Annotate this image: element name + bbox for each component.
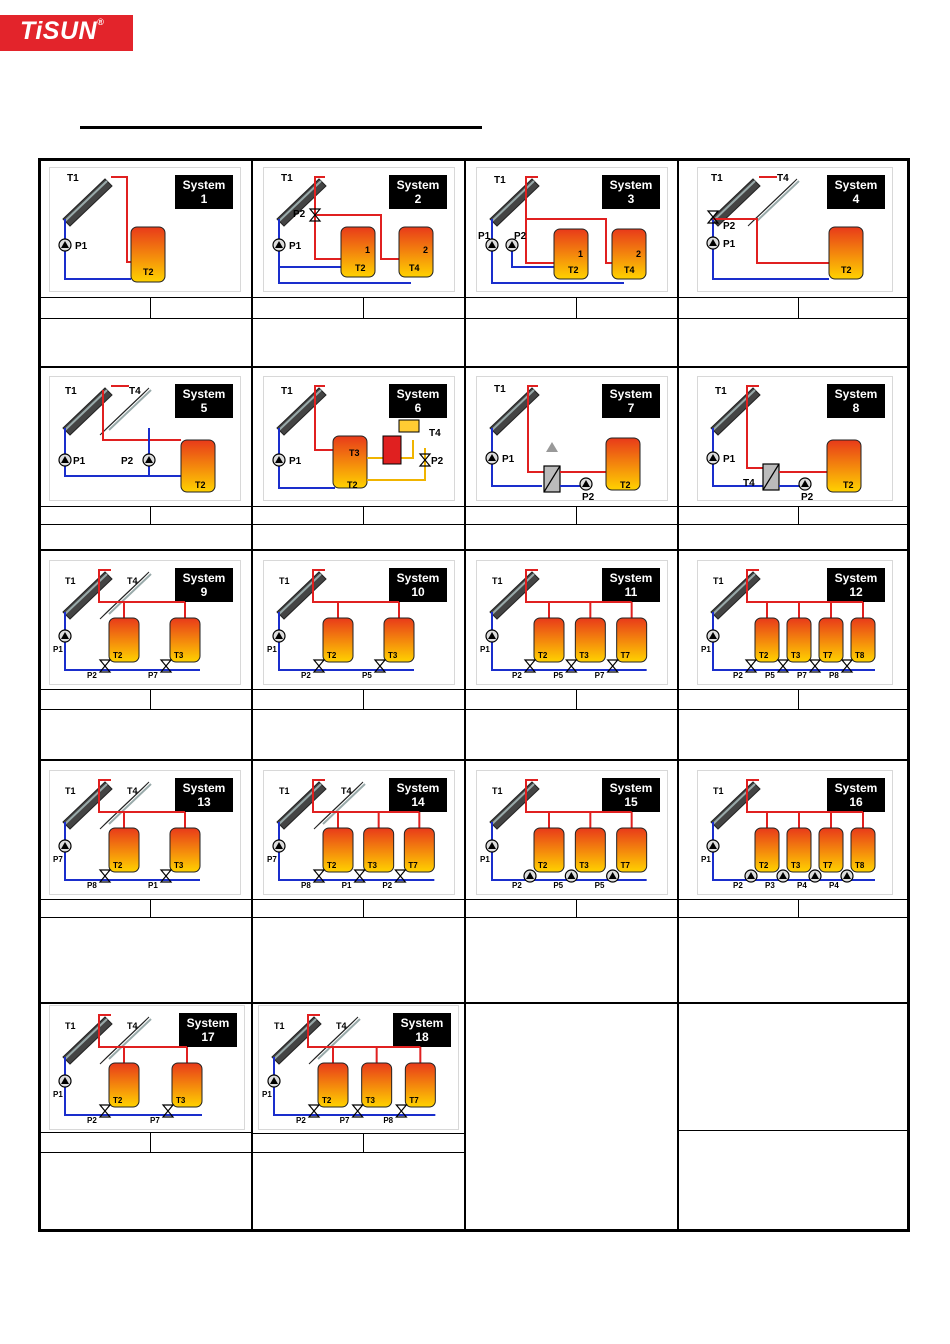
badge-number: 9 bbox=[200, 585, 208, 599]
strip-line bbox=[678, 1130, 910, 1131]
diagram-label: P1 bbox=[267, 645, 277, 654]
system-badge bbox=[827, 778, 885, 812]
strip-tick bbox=[150, 689, 151, 709]
strip-line bbox=[38, 297, 910, 298]
system-diagram-14 bbox=[263, 770, 455, 895]
diagram-label: P5 bbox=[553, 671, 564, 680]
diagram-label: T2 bbox=[322, 1096, 332, 1105]
diagram-label: T1 bbox=[281, 386, 293, 397]
system-badge bbox=[602, 568, 660, 602]
diagram-label: T2 bbox=[327, 651, 337, 660]
diagram-label: T7 bbox=[823, 651, 833, 660]
strip-tick bbox=[363, 1133, 364, 1152]
system-diagram-18 bbox=[258, 1005, 459, 1130]
badge-number: 14 bbox=[411, 795, 425, 809]
column-divider bbox=[677, 158, 679, 1232]
pipe bbox=[492, 428, 542, 486]
diagram-label: T2 bbox=[327, 861, 337, 870]
strip-tick bbox=[150, 506, 151, 524]
diagram-label: T2 bbox=[113, 651, 123, 660]
system-diagram-3 bbox=[476, 167, 668, 292]
diagram-label: T2 bbox=[113, 861, 123, 870]
badge-number: 18 bbox=[415, 1030, 429, 1044]
diagram-label: P2 bbox=[733, 671, 743, 680]
diagram-label: P2 bbox=[723, 221, 736, 232]
badge-title: System bbox=[609, 387, 653, 401]
diagram-label: P4 bbox=[829, 881, 839, 890]
strip-tick bbox=[798, 297, 799, 318]
diagram-label: T2 bbox=[759, 861, 769, 870]
pipe bbox=[313, 570, 399, 602]
diagram-label: P8 bbox=[87, 881, 97, 890]
badge-title: System bbox=[396, 781, 440, 795]
diagram-label: P1 bbox=[502, 454, 515, 465]
system-badge bbox=[389, 175, 447, 209]
diagram-label: T3 bbox=[791, 861, 801, 870]
diagram-label: T1 bbox=[713, 576, 724, 586]
pipe bbox=[713, 428, 767, 486]
badge-title: System bbox=[182, 387, 226, 401]
diagram-label: P7 bbox=[267, 855, 277, 864]
diagram-label: T2 bbox=[143, 267, 154, 277]
diagram-label: P1 bbox=[289, 241, 302, 252]
system-badge bbox=[389, 384, 447, 418]
system-badge bbox=[827, 175, 885, 209]
diagram-label: P1 bbox=[480, 855, 490, 864]
diagram-label: T2 bbox=[355, 263, 366, 273]
tisun-logo bbox=[0, 15, 133, 51]
badge-number: 11 bbox=[624, 585, 638, 599]
diagram-label: P7 bbox=[53, 855, 63, 864]
system-diagram-2 bbox=[263, 167, 455, 292]
diagram-label: P1 bbox=[723, 454, 736, 465]
diagram-label: T1 bbox=[65, 576, 76, 586]
strip-line bbox=[252, 1133, 465, 1134]
diagram-label: P7 bbox=[150, 1116, 160, 1125]
diagram-label: P1 bbox=[289, 456, 302, 467]
pipe bbox=[99, 780, 185, 812]
strip-line bbox=[38, 899, 910, 900]
diagram-label: T3 bbox=[579, 651, 589, 660]
row-divider bbox=[38, 366, 910, 368]
diagram-label: P1 bbox=[480, 645, 490, 654]
diagram-label: T2 bbox=[568, 265, 579, 275]
strip-tick bbox=[798, 689, 799, 709]
diagram-label: P5 bbox=[765, 671, 775, 680]
diagram-label: T7 bbox=[620, 651, 631, 660]
auxiliary-heater bbox=[383, 436, 401, 464]
pipe bbox=[99, 570, 185, 602]
badge-number: 10 bbox=[411, 585, 425, 599]
diagram-label: T3 bbox=[791, 651, 801, 660]
strip-line bbox=[38, 709, 910, 710]
strip-line bbox=[38, 506, 910, 507]
row-divider bbox=[38, 549, 910, 551]
logo-text: TiSUN® bbox=[20, 17, 105, 45]
strip-tick bbox=[150, 297, 151, 318]
system-diagram-5 bbox=[49, 376, 241, 501]
diagram-label: T4 bbox=[409, 263, 420, 273]
system-diagram-6 bbox=[263, 376, 455, 501]
diagram-label: T7 bbox=[823, 861, 833, 870]
diagram-label: T3 bbox=[174, 651, 184, 660]
system-diagram-7 bbox=[476, 376, 668, 501]
system-badge bbox=[175, 175, 233, 209]
row-divider bbox=[38, 759, 910, 761]
diagram-label: P1 bbox=[701, 855, 711, 864]
diagram-label: T1 bbox=[279, 786, 290, 796]
diagram-label: T3 bbox=[367, 861, 378, 870]
diagram-label: T1 bbox=[65, 1021, 76, 1031]
badge-title: System bbox=[182, 178, 226, 192]
badge-title: System bbox=[186, 1016, 230, 1030]
diagram-label: P2 bbox=[512, 881, 522, 890]
strip-tick bbox=[363, 689, 364, 709]
system-badge bbox=[602, 384, 660, 418]
strip-tick bbox=[576, 899, 577, 917]
title-underline bbox=[80, 126, 482, 129]
strip-tick bbox=[798, 506, 799, 524]
row-divider bbox=[38, 1002, 910, 1004]
system-diagram-8 bbox=[697, 376, 893, 501]
diagram-label: P1 bbox=[53, 1090, 63, 1099]
diagram-label: T2 bbox=[620, 480, 631, 490]
diagram-label: T2 bbox=[759, 651, 769, 660]
diagram-label: T4 bbox=[127, 786, 138, 796]
diagram-label: P5 bbox=[594, 881, 605, 890]
strip-tick bbox=[576, 689, 577, 709]
diagram-label: T4 bbox=[127, 1021, 138, 1031]
diagram-label: P8 bbox=[829, 671, 839, 680]
badge-number: 4 bbox=[852, 192, 860, 206]
badge-title: System bbox=[834, 571, 878, 585]
diagram-label: P7 bbox=[797, 671, 807, 680]
diagram-label: T2 bbox=[538, 861, 548, 870]
diagram-label: T2 bbox=[538, 651, 548, 660]
badge-number: 17 bbox=[201, 1030, 215, 1044]
diagram-label: P2 bbox=[121, 456, 134, 467]
diagram-label: P1 bbox=[723, 239, 736, 250]
diagram-label: T1 bbox=[65, 786, 76, 796]
diagram-label: T8 bbox=[855, 861, 865, 870]
diagram-label: T8 bbox=[855, 651, 865, 660]
diagram-label: T3 bbox=[349, 448, 360, 458]
diagram-label: P4 bbox=[797, 881, 807, 890]
diagram-label: T7 bbox=[408, 861, 418, 870]
system-diagram-11 bbox=[476, 560, 668, 685]
badge-title: System bbox=[834, 781, 878, 795]
diagram-label: P1 bbox=[53, 645, 63, 654]
system-badge bbox=[602, 778, 660, 812]
system-diagram-9 bbox=[49, 560, 241, 685]
diagram-label: T1 bbox=[67, 173, 79, 184]
system-diagram-1 bbox=[49, 167, 241, 292]
system-badge bbox=[179, 1013, 237, 1047]
diagram-label: T3 bbox=[388, 651, 398, 660]
diagram-label: 2 bbox=[423, 245, 429, 255]
system-badge bbox=[175, 778, 233, 812]
badge-title: System bbox=[609, 178, 653, 192]
column-divider bbox=[251, 158, 253, 1232]
diagram-label: P8 bbox=[383, 1116, 394, 1125]
diagram-label: P8 bbox=[301, 881, 311, 890]
diagram-label: P2 bbox=[382, 881, 393, 890]
column-divider bbox=[464, 158, 466, 1232]
diagram-label: T1 bbox=[274, 1021, 285, 1031]
diagram-label: 1 bbox=[578, 249, 584, 259]
diagram-label: P1 bbox=[262, 1090, 272, 1099]
diagram-label: P1 bbox=[73, 456, 86, 467]
badge-title: System bbox=[396, 571, 440, 585]
diagram-label: T4 bbox=[129, 386, 141, 397]
badge-number: 16 bbox=[849, 795, 863, 809]
diagram-label: T3 bbox=[176, 1096, 186, 1105]
badge-number: 6 bbox=[414, 401, 422, 415]
badge-number: 1 bbox=[200, 192, 208, 206]
badge-number: 3 bbox=[627, 192, 635, 206]
diagram-label: P7 bbox=[148, 671, 158, 680]
system-diagram-10 bbox=[263, 560, 455, 685]
diagram-label: P1 bbox=[478, 231, 491, 242]
strip-line bbox=[38, 689, 910, 690]
pipe bbox=[526, 219, 554, 263]
badge-number: 7 bbox=[627, 401, 635, 415]
diagram-label: P2 bbox=[87, 1116, 97, 1125]
badge-number: 12 bbox=[849, 585, 863, 599]
system-diagram-4 bbox=[697, 167, 893, 292]
pipe bbox=[65, 428, 181, 476]
strip-tick bbox=[363, 297, 364, 318]
diagram-label: T4 bbox=[429, 428, 441, 439]
badge-number: 13 bbox=[197, 795, 211, 809]
diagram-label: T1 bbox=[494, 384, 506, 395]
diagram-label: T2 bbox=[113, 1096, 123, 1105]
diagram-label: T4 bbox=[336, 1021, 347, 1031]
diagram-label: P1 bbox=[75, 241, 88, 252]
diagram-label: P3 bbox=[765, 881, 775, 890]
strip-tick bbox=[150, 899, 151, 917]
system-diagram-17 bbox=[49, 1005, 245, 1130]
system-badge bbox=[827, 384, 885, 418]
strip-tick bbox=[150, 1132, 151, 1152]
diagram-label: T1 bbox=[65, 386, 77, 397]
system-badge bbox=[175, 568, 233, 602]
strip-line bbox=[38, 917, 910, 918]
strip-line bbox=[38, 1152, 252, 1153]
sensor-box bbox=[399, 420, 419, 432]
diagram-label: P5 bbox=[362, 671, 372, 680]
system-badge bbox=[602, 175, 660, 209]
diagram-label: P2 bbox=[512, 671, 522, 680]
system-diagram-12 bbox=[697, 560, 893, 685]
diagram-label: T3 bbox=[579, 861, 589, 870]
diagram-label: P2 bbox=[301, 671, 311, 680]
badge-number: 2 bbox=[414, 192, 422, 206]
diagram-label: P2 bbox=[801, 492, 814, 501]
diagram-label: T4 bbox=[777, 173, 789, 184]
diagram-label: P2 bbox=[296, 1116, 306, 1125]
system-badge bbox=[393, 1013, 451, 1047]
timer-icon bbox=[546, 442, 558, 452]
diagram-label: T4 bbox=[743, 478, 755, 489]
diagram-label: P7 bbox=[339, 1116, 350, 1125]
system-diagram-16 bbox=[697, 770, 893, 895]
solar-collector-icon bbox=[490, 388, 539, 435]
pipe bbox=[99, 1015, 187, 1047]
diagram-label: T2 bbox=[841, 265, 852, 275]
system-badge bbox=[389, 778, 447, 812]
diagram-label: P2 bbox=[514, 231, 527, 242]
diagram-label: P5 bbox=[553, 881, 564, 890]
badge-title: System bbox=[182, 781, 226, 795]
diagram-label: T3 bbox=[174, 861, 184, 870]
diagram-label: T3 bbox=[365, 1096, 376, 1105]
diagram-label: T1 bbox=[279, 576, 290, 586]
diagram-label: T1 bbox=[713, 786, 724, 796]
diagram-label: T7 bbox=[620, 861, 631, 870]
diagram-label: P2 bbox=[87, 671, 97, 680]
diagram-label: T1 bbox=[492, 786, 503, 796]
diagram-label: P1 bbox=[148, 881, 158, 890]
diagram-label: 1 bbox=[365, 245, 371, 255]
diagram-label: T7 bbox=[409, 1096, 419, 1105]
badge-number: 5 bbox=[200, 401, 208, 415]
strip-tick bbox=[576, 297, 577, 318]
diagram-label: P2 bbox=[582, 492, 595, 501]
strip-tick bbox=[363, 506, 364, 524]
diagram-label: T2 bbox=[195, 480, 206, 490]
badge-title: System bbox=[609, 781, 653, 795]
diagram-label: T2 bbox=[843, 480, 854, 490]
diagram-label: P2 bbox=[431, 456, 444, 467]
diagram-label: P1 bbox=[701, 645, 711, 654]
system-badge bbox=[389, 568, 447, 602]
badge-number: 15 bbox=[624, 795, 638, 809]
badge-number: 8 bbox=[852, 401, 860, 415]
strip-line bbox=[38, 524, 910, 525]
badge-title: System bbox=[609, 571, 653, 585]
system-badge bbox=[827, 568, 885, 602]
strip-tick bbox=[363, 899, 364, 917]
badge-title: System bbox=[396, 387, 440, 401]
pipe bbox=[111, 177, 131, 262]
diagram-label: T1 bbox=[494, 175, 506, 186]
strip-tick bbox=[576, 506, 577, 524]
system-badge bbox=[175, 384, 233, 418]
diagram-label: T4 bbox=[127, 576, 138, 586]
badge-title: System bbox=[834, 387, 878, 401]
diagram-label: 2 bbox=[636, 249, 642, 259]
badge-title: System bbox=[834, 178, 878, 192]
diagram-label: T1 bbox=[711, 173, 723, 184]
diagram-label: T1 bbox=[492, 576, 503, 586]
diagram-label: P2 bbox=[293, 209, 306, 220]
strip-line bbox=[38, 1132, 252, 1133]
diagram-label: P7 bbox=[594, 671, 605, 680]
diagram-label: T4 bbox=[341, 786, 352, 796]
strip-tick bbox=[798, 899, 799, 917]
system-diagram-13 bbox=[49, 770, 241, 895]
diagram-label: T4 bbox=[624, 265, 635, 275]
diagram-label: P2 bbox=[733, 881, 743, 890]
diagram-label: T1 bbox=[715, 386, 727, 397]
strip-line bbox=[38, 318, 910, 319]
badge-title: System bbox=[396, 178, 440, 192]
diagram-label: P1 bbox=[341, 881, 352, 890]
badge-title: System bbox=[400, 1016, 444, 1030]
diagram-label: T1 bbox=[281, 173, 293, 184]
pipe bbox=[279, 428, 335, 488]
strip-line bbox=[252, 1152, 465, 1153]
solar-collector-icon bbox=[63, 179, 112, 226]
pipe bbox=[315, 215, 341, 259]
system-diagram-15 bbox=[476, 770, 668, 895]
diagram-label: T2 bbox=[347, 480, 358, 490]
badge-title: System bbox=[182, 571, 226, 585]
